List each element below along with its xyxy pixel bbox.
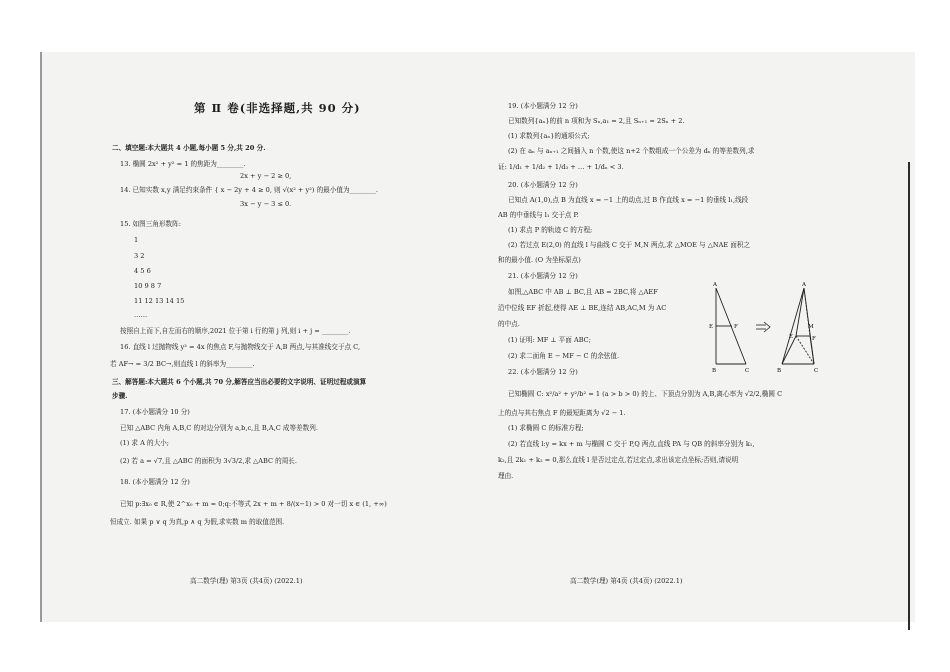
question-17-part1: (1) 求 A 的大小;: [120, 439, 169, 447]
triangle-row-2: 3 2: [134, 252, 145, 260]
solutions-heading: 三、解答题:本大题共 6 个小题,共 70 分,解答应当出必要的文字说明、证明过程或演算: [112, 378, 367, 386]
question-17: 17. (本小题满分 10 分): [120, 408, 190, 416]
fig-label: B: [712, 368, 717, 374]
fig-label: E: [709, 324, 714, 330]
question-15-prompt: 按照自上而下,自左而右的顺序,2021 位于第 i 行的第 j 列,则 i + j = ________.: [120, 327, 351, 335]
original-triangle: [716, 288, 746, 364]
question-22-part2-end: 理由.: [498, 472, 514, 480]
fig-label: C: [745, 368, 750, 374]
question-16-cont: 若 AF→ = 3/2 BC→,则直线 l 的斜率为________.: [110, 360, 255, 368]
question-20-part2: (2) 若过点 E(2,0) 的直线 l 与曲线 C 交于 M,N 两点,求 △MOE 与 △NAE 面积之: [508, 241, 751, 249]
question-22-stem: 已知椭圆 C: x²/a² + y²/b² = 1 (a > b > 0) 的上、下顶点分别为 A,B,离心率为 √2/2,椭圆 C: [508, 390, 783, 398]
question-13: 13. 椭圆 2x² + y² = 1 的焦距为________.: [120, 160, 246, 168]
footer-page-3: 高二数学(理) 第3页 (共4页) (2022.1): [190, 577, 303, 585]
footer-page-4: 高二数学(理) 第4页 (共4页) (2022.1): [570, 577, 683, 585]
question-20-part1: (1) 求点 P 的轨迹 C 的方程;: [508, 226, 593, 234]
triangle-ellipsis: ……: [134, 311, 148, 319]
question-20-stem-cont: AB 的中垂线与 l₁ 交于点 P.: [498, 211, 579, 219]
question-22-part1: (1) 求椭圆 C 的标准方程;: [508, 424, 584, 432]
fig-label: A: [713, 282, 717, 288]
solutions-heading-cont: 步骤.: [112, 392, 128, 400]
question-17-stem: 已知 △ABC 内角 A,B,C 的对边分别为 a,b,c,且 B,A,C 成等差数列.: [120, 424, 318, 432]
question-21-part2: (2) 求二面角 E − MF − C 的余弦值.: [508, 352, 620, 360]
question-21: 21. (本小题满分 12 分): [508, 272, 578, 280]
question-19-stem: 已知数列{aₙ}的前 n 项和为 Sₙ,a₁ = 2,且 Sₙ₊₁ = 2Sₙ + 2.: [508, 117, 685, 125]
question-21-part1: (1) 证明: MF ⊥ 平面 ABC;: [508, 336, 591, 344]
triangle-row-3: 4 5 6: [134, 267, 151, 275]
question-16: 16. 直线 l 过抛物线 y² = 4x 的焦点 F,与抛物线交于 A,B 两点,与其准线交于点 C,: [120, 343, 361, 351]
question-20-part2-cont: 和的最小值. (O 为坐标原点): [498, 256, 581, 264]
question-18: 18. (本小题满分 12 分): [120, 478, 190, 486]
question-22: 22. (本小题满分 12 分): [508, 368, 578, 376]
fig-label: M: [808, 324, 814, 330]
fill-in-heading: 二、填空题:本大题共 4 小题,每小题 5 分,共 20 分.: [112, 144, 266, 152]
fold-arrow-icon: [756, 322, 770, 332]
question-20: 20. (本小题满分 12 分): [508, 181, 578, 189]
fig-label: C: [814, 368, 819, 374]
triangle-row-1: 1: [134, 236, 139, 244]
fig-label: A: [802, 282, 806, 288]
question-19-proof: 证: 1/d₁ + 1/d₂ + 1/d₃ + … + 1/dₙ < 3.: [498, 163, 624, 171]
question-18-stem: 已知 p:∃x₀ ∈ R,使 2^x₀ + m = 0;q:不等式 2x + m + 8/(x−1) > 0 对一切 x ∈ (1, +∞): [120, 500, 387, 508]
constraint-1: 2x + y − 2 ≥ 0,: [240, 172, 292, 180]
question-22-part2: (2) 若直线 l:y = kx + m 与椭圆 C 交于 P,Q 两点,直线 PA 与 QB 的斜率分别为 k₁,: [508, 440, 755, 448]
triangle-row-4: 10 9 8 7: [134, 282, 162, 290]
triangle-row-5: 11 12 13 14 15: [134, 297, 185, 305]
question-15: 15. 如图三角形数阵:: [120, 220, 181, 228]
section-title: 第 Ⅱ 卷(非选择题,共 90 分): [194, 101, 361, 115]
question-20-stem: 已知点 A(1,0),点 B 为直线 x = −1 上的动点,过 B 作直线 x = −1 的垂线 l₁,线段: [508, 196, 749, 204]
question-22-stem-cont: 上的点与其右焦点 F 的最短距离为 √2 − 1.: [498, 409, 626, 417]
scanned-exam-sheet: [40, 52, 915, 622]
question-17-part2: (2) 若 a = √7,且 △ABC 的面积为 3√3/2,求 △ABC 的周长.: [120, 457, 297, 465]
question-14: 14. 已知实数 x,y 满足约束条件 { x − 2y + 4 ≥ 0, 则 √(x² + y²) 的最小值为________.: [120, 186, 379, 194]
question-21-stem-end: 的中点.: [498, 320, 520, 328]
fig-label: B: [777, 368, 782, 374]
folded-triangle-figure: [700, 278, 860, 390]
question-19: 19. (本小题满分 12 分): [508, 102, 578, 110]
question-18-cont: 恒成立. 如果 p ∨ q 为真,p ∧ q 为假,求实数 m 的取值范围.: [110, 518, 285, 526]
question-19-part1: (1) 求数列{aₙ}的通项公式;: [508, 132, 590, 140]
constraint-3: 3x − y − 3 ≤ 0.: [240, 200, 292, 208]
question-21-stem: 如图,△ABC 中 AB ⊥ BC,且 AB = 2BC,将 △AEF: [508, 288, 658, 296]
fig-label: F: [812, 336, 816, 342]
question-22-part2-cont: k₂,且 2k₁ + k₂ = 0,那么直线 l 是否过定点,若过定点,求出该定点坐标;否则,请说明: [498, 456, 739, 464]
fig-label: E: [789, 334, 794, 340]
page-edge-rule: [908, 162, 910, 630]
question-21-stem-cont: 沿中位线 EF 折起,使得 AE ⊥ BE,连结 AB,AC,M 为 AC: [498, 304, 667, 312]
question-19-part2: (2) 在 aₙ 与 aₙ₊₁ 之间插入 n 个数,使这 n+2 个数组成一个公差为 dₙ 的等差数列,求: [508, 147, 755, 155]
fig-label: F: [734, 324, 738, 330]
